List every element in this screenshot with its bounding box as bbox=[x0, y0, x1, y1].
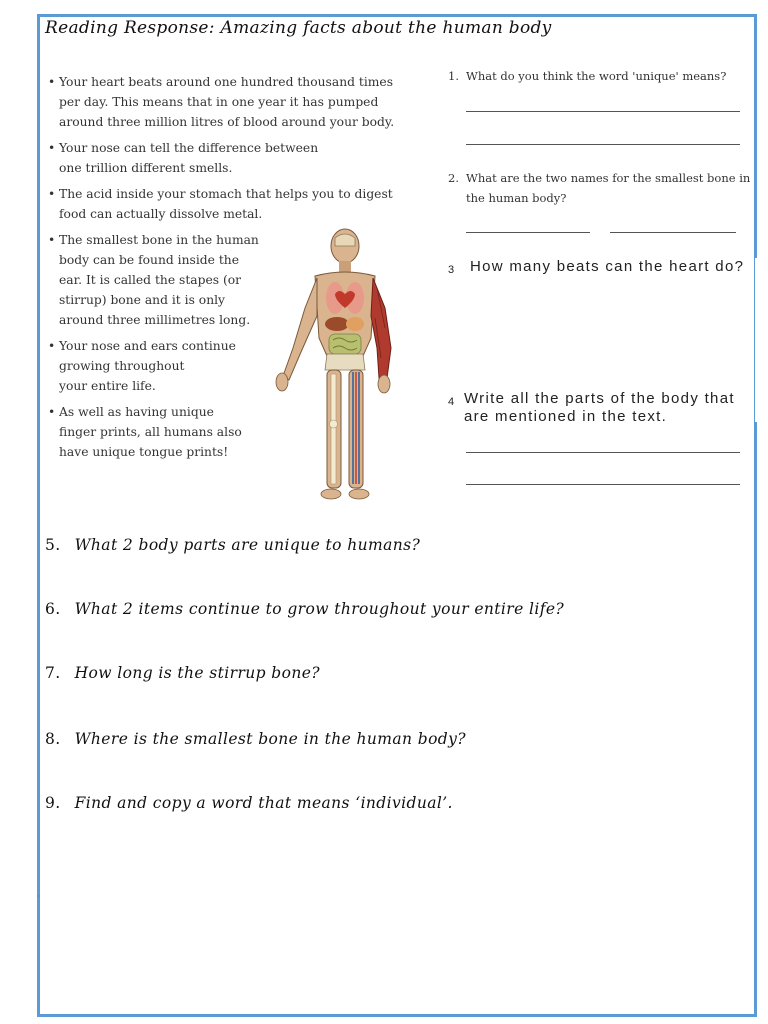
question-7 bbox=[45, 664, 320, 682]
answer-line[interactable] bbox=[466, 232, 590, 233]
question-number: 9. bbox=[45, 794, 61, 812]
fact-text: Your nose and ears continue growing throughout your entire life. bbox=[59, 339, 236, 393]
stray-mark: · bbox=[37, 892, 40, 901]
question-text: Find and copy a word that means ‘individual’. bbox=[74, 794, 453, 812]
question-8 bbox=[45, 730, 466, 748]
fact-text: The acid inside your stomach that helps you to digest food can actually dissolve metal. bbox=[59, 187, 393, 221]
border-gap bbox=[755, 258, 761, 422]
answer-line[interactable] bbox=[466, 452, 740, 453]
question-1 bbox=[448, 66, 727, 86]
question-number: 7. bbox=[45, 664, 61, 682]
question-text: How many beats can the heart do? bbox=[470, 258, 745, 275]
question-3 bbox=[448, 258, 745, 276]
answer-line[interactable] bbox=[466, 144, 740, 145]
question-number: 1. bbox=[448, 69, 459, 83]
fact-text: The smallest bone in the human body can be found inside the ear. It is called the stapes (or stirrup) bone and it is only around three millimetres long. bbox=[59, 233, 259, 327]
question-number: 3 bbox=[448, 264, 456, 276]
question-2 bbox=[448, 168, 751, 208]
fact-item bbox=[48, 138, 394, 178]
human-body-illustration bbox=[265, 228, 395, 510]
question-4 bbox=[448, 390, 735, 426]
fact-item bbox=[48, 72, 394, 132]
fact-text: Your nose can tell the difference between one trillion different smells. bbox=[59, 141, 319, 175]
question-number: 2. bbox=[448, 171, 459, 185]
question-text: How long is the stirrup bone? bbox=[74, 664, 321, 682]
question-text: What are the two names for the smallest bone in the human body? bbox=[466, 171, 751, 205]
worksheet-title: Reading Response: Amazing facts about the human body bbox=[45, 18, 552, 38]
question-number: 5. bbox=[45, 536, 61, 554]
question-6 bbox=[45, 600, 564, 618]
question-text: What 2 items continue to grow throughout your entire life? bbox=[74, 600, 565, 618]
question-text: Where is the smallest bone in the human body? bbox=[74, 730, 467, 748]
bullet: • bbox=[48, 233, 56, 247]
question-text: What do you think the word 'unique' means? bbox=[466, 69, 727, 83]
question-number: 4 bbox=[448, 396, 456, 408]
bullet: • bbox=[48, 405, 56, 419]
answer-line[interactable] bbox=[466, 484, 740, 485]
fact-text: Your heart beats around one hundred thousand times per day. This means that in one year it has pumped around three million litres of blood around your body. bbox=[59, 75, 395, 129]
question-text: What 2 body parts are unique to humans? bbox=[74, 536, 421, 554]
answer-line[interactable] bbox=[610, 232, 736, 233]
question-9 bbox=[45, 794, 453, 812]
answer-line[interactable] bbox=[466, 111, 740, 112]
bullet: • bbox=[48, 75, 56, 89]
question-number: 8. bbox=[45, 730, 61, 748]
fact-item bbox=[48, 184, 394, 224]
bullet: • bbox=[48, 339, 56, 353]
question-text: Write all the parts of the body that are mentioned in the text. bbox=[464, 390, 735, 425]
question-5 bbox=[45, 536, 420, 554]
bullet: • bbox=[48, 141, 56, 155]
fact-text: As well as having unique finger prints, all humans also have unique tongue prints! bbox=[59, 405, 242, 459]
question-number: 6. bbox=[45, 600, 61, 618]
bullet: • bbox=[48, 187, 56, 201]
